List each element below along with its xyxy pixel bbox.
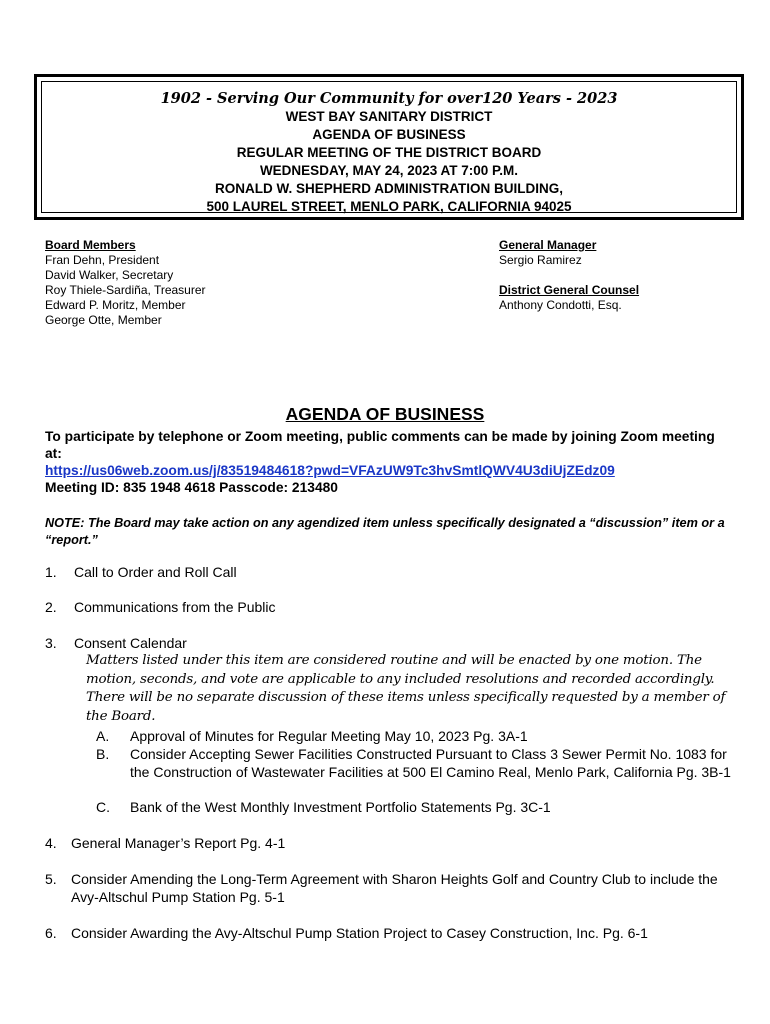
consent-item-b: [96, 746, 736, 781]
subitem-text: Approval of Minutes for Regular Meeting May 10, 2023 Pg. 3A-1: [130, 728, 528, 744]
board-members-block: [45, 238, 206, 328]
item-number: 4.: [45, 835, 57, 851]
item-text: General Manager’s Report Pg. 4-1: [71, 835, 286, 851]
agenda-title: AGENDA OF BUSINESS: [285, 404, 485, 424]
staff-block: [499, 238, 639, 313]
board-member: David Walker, Secretary: [45, 268, 174, 282]
subitem-letter: C.: [96, 799, 110, 815]
item-text: Communications from the Public: [74, 599, 276, 615]
meeting-address: 500 LAUREL STREET, MENLO PARK, CALIFORNIA 94025: [206, 199, 572, 214]
board-member: Edward P. Moritz, Member: [45, 298, 186, 312]
spacer: [499, 268, 639, 283]
agenda-item-5: [45, 871, 735, 906]
board-member: Fran Dehn, President: [45, 253, 160, 267]
item-text: Consider Amending the Long-Term Agreement with Sharon Heights Golf and Country Club to include the Avy-Altschul Pump Station Pg. 5-1: [71, 871, 718, 905]
board-members-heading: Board Members: [45, 238, 136, 252]
item-text: Consent Calendar: [74, 635, 187, 651]
board-member: Roy Thiele-Sardiña, Treasurer: [45, 283, 206, 297]
item-number: 1.: [45, 564, 57, 580]
meeting-building: RONALD W. SHEPHERD ADMINISTRATION BUILDING,: [215, 181, 563, 196]
meeting-type: REGULAR MEETING OF THE DISTRICT BOARD: [236, 145, 542, 160]
participation-info: [45, 428, 735, 496]
consent-item-a: [96, 728, 736, 746]
agenda-item-2: [45, 599, 276, 617]
general-manager-name: Sergio Ramirez: [499, 253, 582, 267]
agenda-item-4: [45, 835, 735, 853]
meeting-id: Meeting ID: 835 1948 4618 Passcode: 213480: [45, 480, 338, 495]
subitem-text: Bank of the West Monthly Investment Portfolio Statements Pg. 3C-1: [130, 799, 551, 815]
meeting-date: WEDNESDAY, MAY 24, 2023 AT 7:00 P.M.: [259, 163, 519, 178]
counsel-name: Anthony Condotti, Esq.: [499, 298, 622, 312]
subitem-letter: A.: [96, 728, 110, 744]
item-number: 6.: [45, 925, 57, 941]
item-number: 2.: [45, 599, 57, 615]
subitem-text: Consider Accepting Sewer Facilities Constructed Pursuant to Class 3 Sewer Permit No. 1083 for the Construction of Wastewater Facilities at 500 El Camino Real, Menlo Park, California Pg. 3B-1: [130, 746, 731, 780]
item-number: 5.: [45, 871, 57, 887]
item-text: Call to Order and Roll Call: [74, 564, 237, 580]
header-box: [34, 74, 744, 220]
agenda-item-1: [45, 564, 237, 582]
agenda-item-6: [45, 925, 735, 943]
header-tagline: 1902 - Serving Our Community for over120 Years - 2023: [160, 90, 618, 107]
board-action-note: NOTE: The Board may take action on any agendized item unless specifically designated a “discussion” item or a “report.”: [45, 516, 725, 547]
header-inner-border: [41, 81, 737, 213]
board-member: George Otte, Member: [45, 313, 162, 327]
document-title: AGENDA OF BUSINESS: [312, 127, 466, 142]
district-name: WEST BAY SANITARY DISTRICT: [285, 109, 493, 124]
item-number: 3.: [45, 635, 57, 651]
item-text: Consider Awarding the Avy-Altschul Pump Station Project to Casey Construction, Inc. Pg. 6-1: [71, 925, 648, 941]
general-manager-heading: General Manager: [499, 238, 597, 252]
consent-item-c: [96, 799, 736, 817]
counsel-heading: District General Counsel: [499, 283, 640, 297]
agenda-item-3: [45, 635, 187, 653]
participation-text: To participate by telephone or Zoom meeting, public comments can be made by joining Zoom meeting at:: [45, 429, 715, 461]
zoom-link[interactable]: https://us06web.zoom.us/j/83519484618?pwd=VFAzUW9Tc3hvSmtlQWV4U3diUjZEdz09: [45, 463, 615, 478]
subitem-letter: B.: [96, 746, 110, 762]
consent-calendar-description: Matters listed under this item are considered routine and will be enacted by one motion. The motion, seconds, and vote are applicable to any included resolutions and recorded accordingly. There will be no separate discussion of these items unless specifically requested by a member of the Board.: [86, 653, 726, 724]
